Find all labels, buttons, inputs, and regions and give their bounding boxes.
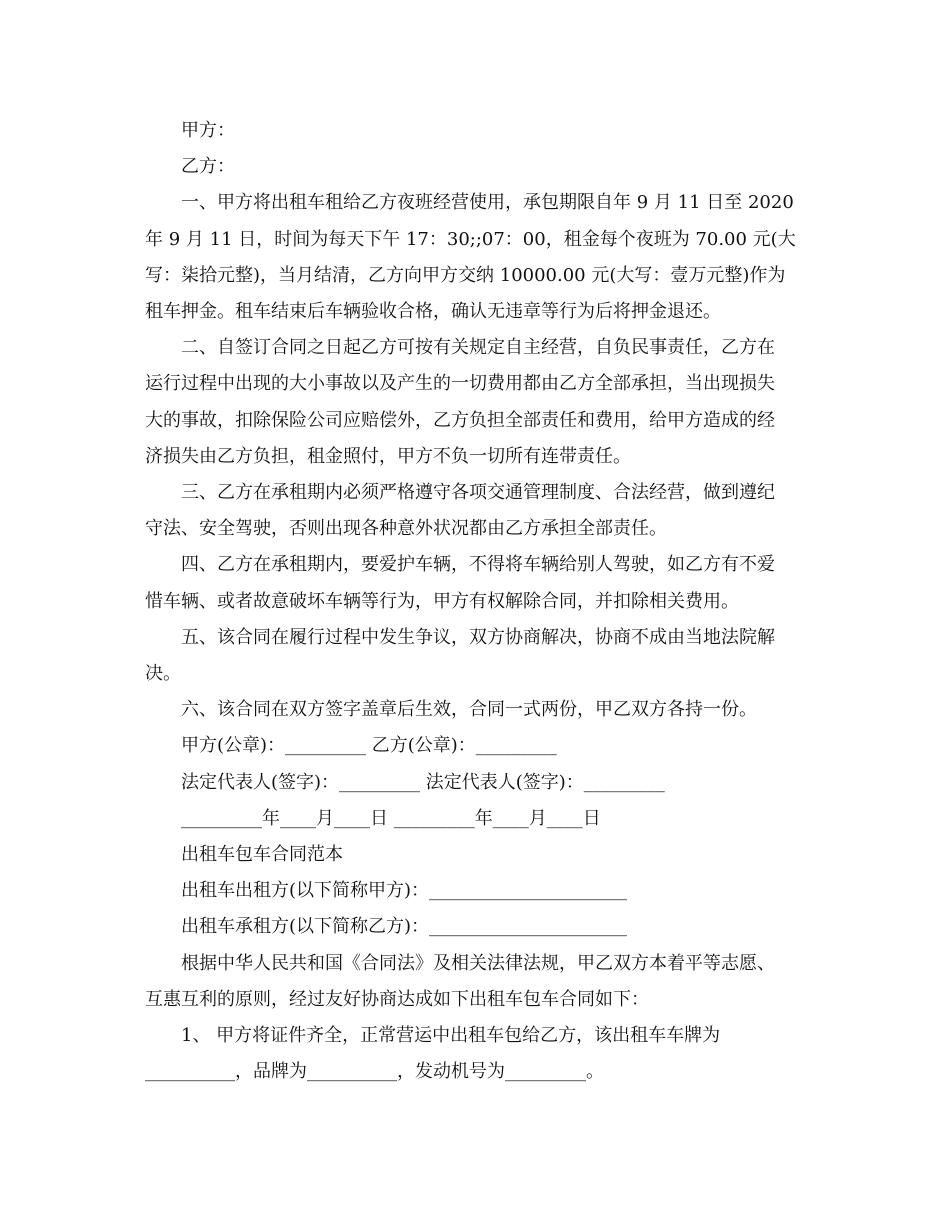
clause-1-line-1: 一、甲方将出租车租给乙方夜班经营使用，承包期限自年 9 月 11 日至 2020	[181, 192, 794, 214]
clause-2-line-2: 运行过程中出现的大小事故以及产生的一切费用都由乙方全部承担，当出现损失	[145, 373, 775, 395]
clause-1-line-4: 租车押金。租车结束后车辆验收合格，确认无违章等行为后将押金退还。	[145, 301, 721, 323]
document-page	[145, 113, 805, 1090]
representative-signature-line: 法定代表人(签字)：_________ 法定代表人(签字)：_________	[181, 771, 665, 793]
clause-4-line-1: 四、乙方在承租期内，要爱护车辆，不得将车辆给别人驾驶，如乙方有不爱	[181, 554, 775, 576]
clause-5-line-1: 五、该合同在履行过程中发生争议，双方协商解决，协商不成由当地法院解	[181, 626, 775, 648]
clause-4-line-2: 惜车辆、或者故意破坏车辆等行为，甲方有权解除合同，并扣除相关费用。	[145, 590, 739, 612]
clause-3-line-1: 三、乙方在承租期内必须严格遵守各项交通管理制度、合法经营，做到遵纪	[181, 482, 775, 504]
clause-1-line-3: 写：柒拾元整)，当月结清，乙方向甲方交纳 10000.00 元(大写：壹万元整)作为	[145, 264, 786, 286]
lessor-line: 出租车出租方(以下简称甲方)：______________________	[181, 880, 628, 902]
clause-2-line-3: 大的事故，扣除保险公司应赔偿外，乙方负担全部责任和费用，给甲方造成的经	[145, 409, 775, 431]
clause-6: 六、该合同在双方签字盖章后生效，合同一式两份，甲乙双方各持一份。	[181, 699, 757, 721]
preamble-line-2: 互惠互利的原则，经过友好协商达成如下出租车包车合同如下：	[145, 988, 649, 1010]
party-a-label: 甲方：	[181, 120, 235, 141]
clause-2-line-4: 济损失由乙方负担，租金照付，甲方不负一切所有连带责任。	[145, 445, 631, 467]
clause-1-line-2: 年 9 月 11 日，时间为每天下午 17：30;;07：00，租金每个夜班为 70.00 元(大	[145, 228, 796, 250]
seal-line: 甲方(公章)：_________ 乙方(公章)：_________	[181, 735, 557, 757]
clause-5-line-2: 决。	[145, 663, 181, 685]
template-title: 出租车包车合同范本	[181, 844, 343, 866]
clause-3-line-2: 守法、安全驾驶，否则出现各种意外状况都由乙方承担全部责任。	[145, 518, 667, 540]
clause-2-line-1: 二、自签订合同之日起乙方可按有关规定自主经营，自负民事责任，乙方在	[181, 337, 775, 359]
lessee-line: 出租车承租方(以下简称乙方)：______________________	[181, 916, 628, 938]
party-b-label: 乙方：	[181, 156, 235, 178]
date-line: _________年____月____日 _________年____月____日	[181, 807, 601, 829]
item-1-line-1: 1、 甲方将证件齐全，正常营运中出租车包给乙方，该出租车车牌为	[181, 1025, 721, 1047]
preamble-line-1: 根据中华人民共和国《合同法》及相关法律法规，甲乙双方本着平等志愿、	[181, 952, 775, 974]
item-1-line-2: __________，品牌为__________，发动机号为_________。	[145, 1061, 604, 1083]
